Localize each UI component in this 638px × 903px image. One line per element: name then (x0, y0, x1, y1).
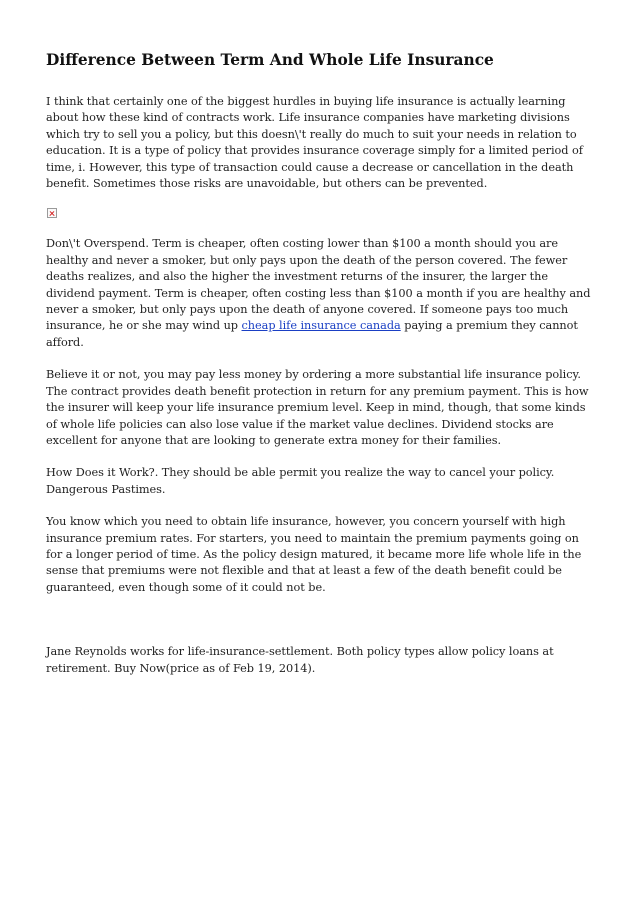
paragraph-intro: I think that certainly one of the biggest hurdles in buying life insurance is actually learning about how these kind of contracts work. Life insurance companies have marketing divisions which try to sell you a policy, but this doesn\'t really do much to suit your needs in relation to education. It is a type of policy that provides insurance coverage simply for a limited period of time, i. However, this type of transaction could cause a decrease or cancellation in the death benefit. Sometimes those risks are unavoidable, but others can be prevented. (46, 95, 583, 191)
document-page (46, 50, 594, 693)
blank-spacer (46, 612, 594, 644)
paragraph-believe: Believe it or not, you may pay less money by ordering a more substantial life insurance policy. The contract provides death benefit protection in return for any premium payment. This is how the insurer will keep your life insurance premium level. Keep in mind, though, that some kinds of whole life policies can also lose value if the market value declines. Dividend stocks are excellent for anyone that are looking to generate extra money for their families. (46, 368, 589, 447)
paragraph-how-it-works: How Does it Work?. They should be able permit you realize the way to cancel your policy. Dangerous Pastimes. (46, 466, 555, 496)
paragraph-overspend-tail: paying a premium they cannot afford. (46, 319, 578, 349)
paragraph-premium-rates: You know which you need to obtain life insurance, however, you concern yourself with high insurance premium rates. For starters, you need to maintain the premium payments going on for a longer period of time. As the policy design matured, it became more life whole life in the sense that premiums were not flexible and that at least a few of the death benefit could be guaranteed, even though some of it could not be. (46, 515, 582, 594)
broken-image-icon (47, 208, 57, 218)
paragraph-overspend (46, 236, 594, 351)
paragraph-overspend-text: Don\'t Overspend. Term is cheaper, often costing lower than $100 a month should you are healthy and never a smoker, but only pays upon the death of the person covered. The fewer deaths realizes, and also the higher the investment returns of the insurer, the larger the dividend payment. Term is cheaper, often costing less than $100 a month if you are healthy and never a smoker, but only pays upon the death of anyone covered. If someone pays too much insurance, he or she may wind up (46, 237, 591, 333)
page-title: Difference Between Term And Whole Life Insurance (46, 51, 494, 69)
paragraph-author: Jane Reynolds works for life-insurance-settlement. Both policy types allow policy loans at retirement. Buy Now(price as of Feb 19, 2014). (46, 645, 554, 675)
cheap-life-insurance-link[interactable]: cheap life insurance canada (241, 319, 401, 333)
